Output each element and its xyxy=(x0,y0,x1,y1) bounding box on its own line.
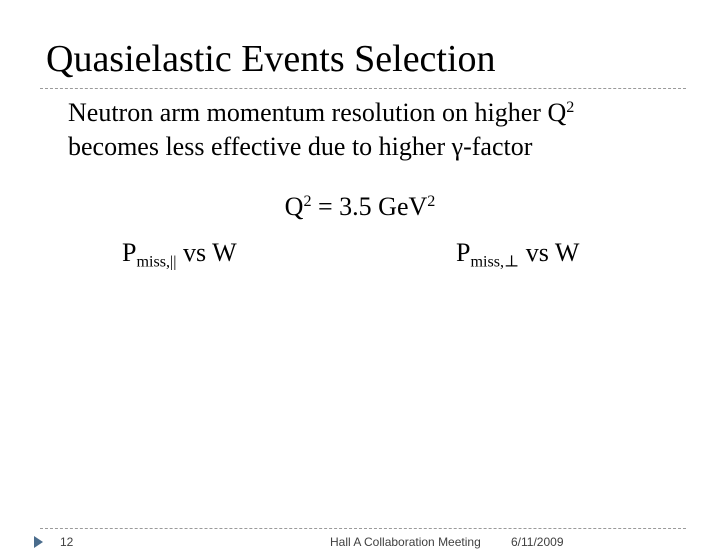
equation-q-superscript: 2 xyxy=(303,193,312,211)
body-line-2-text: becomes less effective due to higher xyxy=(68,132,452,161)
slide-title: Quasielastic Events Selection xyxy=(46,38,496,80)
title-divider xyxy=(40,88,686,89)
footer-date: 6/11/2009 xyxy=(511,535,564,549)
slide-body xyxy=(68,96,574,164)
plot-label-parallel-p: P xyxy=(122,238,137,267)
gamma-symbol: γ xyxy=(451,132,464,161)
plot-label-parallel-subscript: miss,|| xyxy=(136,253,177,271)
body-line-1 xyxy=(68,96,574,130)
equation-value: = 3.5 GeV xyxy=(311,192,428,221)
plot-label-perpendicular-rest: vs W xyxy=(519,238,580,267)
plot-label-perpendicular-subscript: miss,⊥ xyxy=(470,253,520,271)
body-line-1-superscript: 2 xyxy=(566,99,575,117)
footer-conference: Hall A Collaboration Meeting xyxy=(330,535,481,549)
plot-label-parallel-rest: vs W xyxy=(176,238,237,267)
body-line-1-text: Neutron arm momentum resolution on higher Q xyxy=(68,98,567,127)
equation-q: Q xyxy=(284,192,304,221)
body-line-2 xyxy=(68,130,574,164)
body-line-2-suffix: -factor xyxy=(463,132,533,161)
q-squared-equation xyxy=(0,190,720,224)
footer-divider xyxy=(40,528,686,529)
slide-number: 12 xyxy=(60,535,74,549)
plot-label-parallel xyxy=(122,236,237,270)
plot-label-perpendicular-p: P xyxy=(456,238,471,267)
plot-label-perpendicular xyxy=(456,236,579,270)
equation-unit-superscript: 2 xyxy=(427,193,436,211)
triangle-bullet-icon xyxy=(34,536,43,548)
